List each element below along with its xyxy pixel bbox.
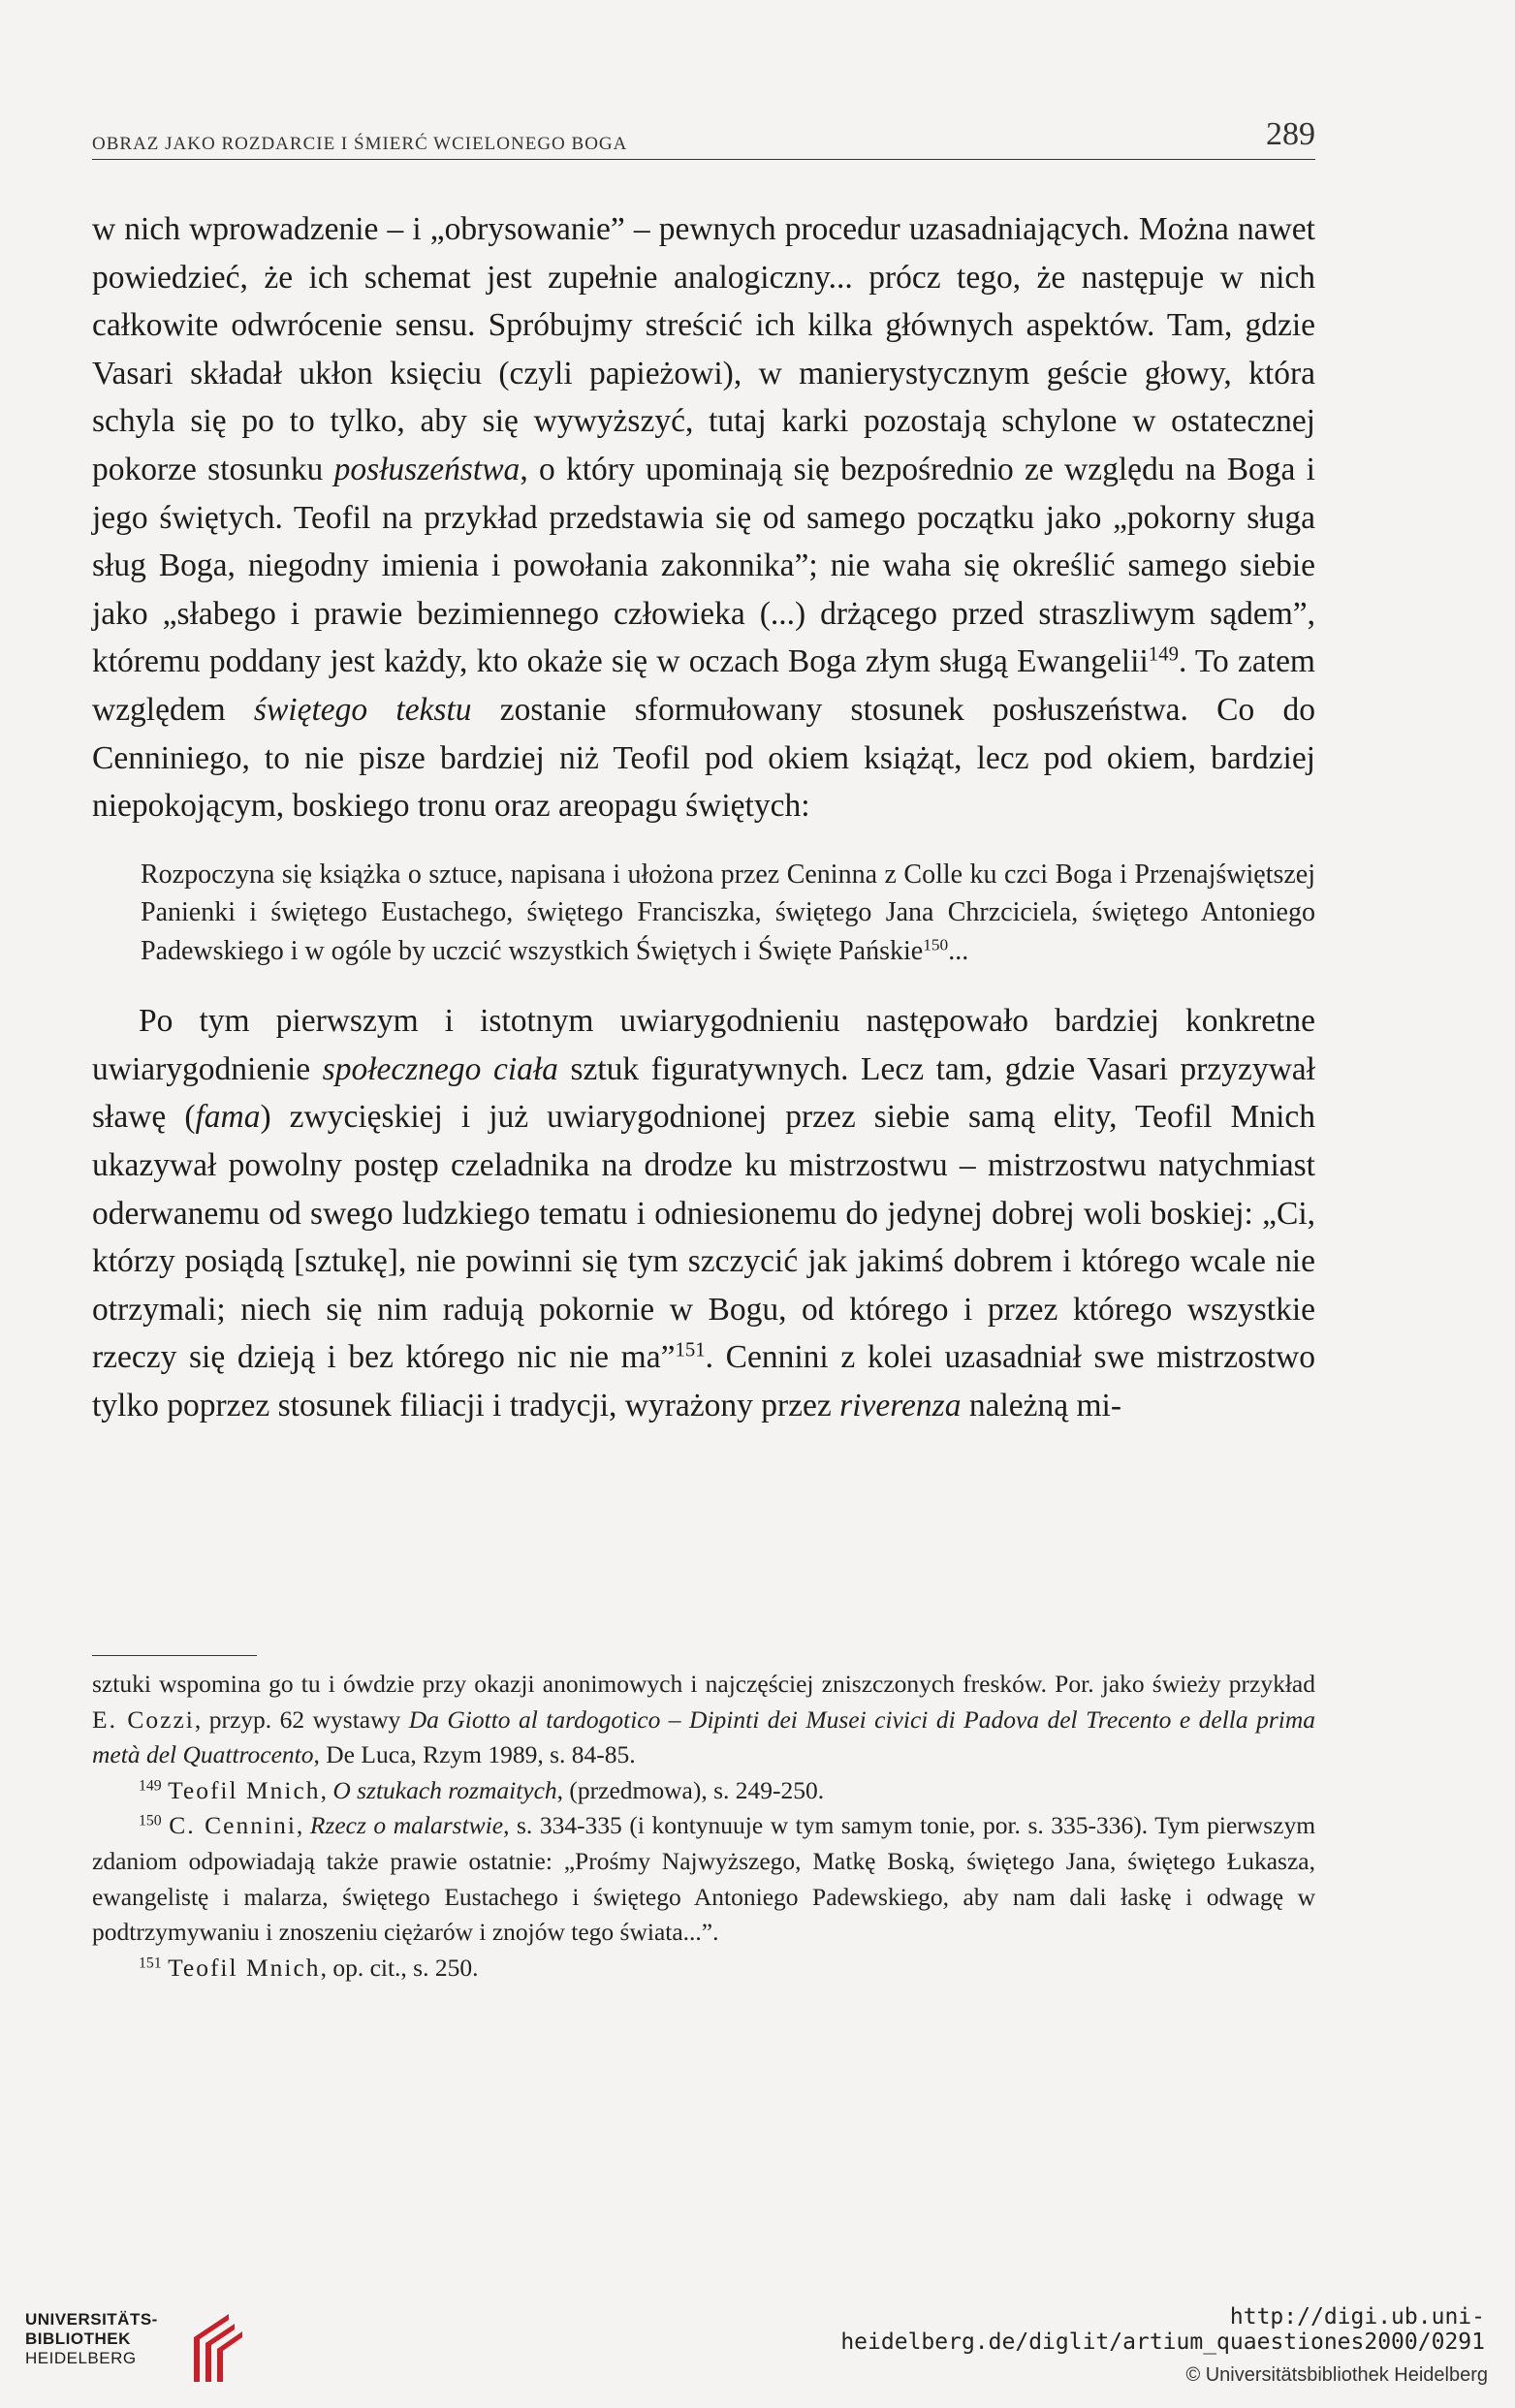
- running-header: [92, 114, 1315, 160]
- footnote-ref-151: 151: [675, 1338, 706, 1361]
- footnotes: [92, 1667, 1315, 1986]
- library-name-line1: UNIVERSITÄTS-: [25, 2310, 158, 2329]
- library-name-line2: BIBLIOTHEK: [25, 2330, 131, 2348]
- footnote-rule: [92, 1655, 257, 1656]
- source-url-link[interactable]: http://digi.ub.uni-heidelberg.de/diglit/artium_quaestiones2000/0291: [840, 2304, 1485, 2355]
- paragraph-2: Po tym pierwszym i istotnym uwiarygodnieniu następowało bardziej konkretne uwiarygodnienie społecznego ciała sztuk figuratywnych. Lecz tam, gdzie Vasari przyzywał sławę (fama) zwycięskiej i już uwiarygodnionej przez siebie samą elity, Teofil Mnich ukazywał powolny postęp czeladnika na drodze ku mistrzostwu – mistrzostwu natychmiast oderwanemu od swego ludzkiego tematu i odniesionemu do jedynej dobrej woli boskiej: „Ci, którzy posiądą [sztukę], nie powinni się tym szczycić jak jakimś dobrem i którego wcale nie otrzymali; niech się nim radują pokornie w Bogu, od którego i przez którego wszystkie rzeczy się dzieją i bez którego nic nie ma”$^{151}$. Cennini z kolei uzasadniał swe mistrzostwo tylko poprzez stosunek filiacji i tradycji, wyrażony przez riverenza należną mi-: [92, 1003, 1316, 1423]
- main-text: [92, 205, 1315, 1430]
- block-quote: Rozpoczyna się książka o sztuce, napisana i ułożona przez Ceninna z Colle ku czci Boga i Przenajświętszej Panienki i świętego Eustachego, świętego Franciszka, świętego Jana Chrzciciela, świętego Antoniego Padewskiego i w ogóle by uczcić wszystkich Świętych i Święte Pańskie$^{150}$...: [141, 859, 1315, 966]
- footnote-150: $^{150}$ C. Cennini, Rzecz o malarstwie, s. 334-335 (i kontynuuje w tym samym tonie, por. s. 335-336). Tym pierwszym zdaniom odpowiadają także prawie ostatnie: „Prośmy Najwyższego, Matkę Boską, świętego Jana, świętego Łukasza, ewangelistę i malarza, świętego Eustachego i świętego Antoniego Padewskiego, aby nam dali łaskę i odwagę w podtrzymywaniu i znoszeniu ciężarów i znojów tego świata...”.: [92, 1811, 1316, 1947]
- paragraph-1: w nich wprowadzenie – i „obrysowanie” – pewnych procedur uzasadniających. Można nawet powiedzieć, że ich schemat jest zupełnie analogiczny... prócz tego, że następuje w nich całkowite odwrócenie sensu. Spróbujmy streścić ich kilka głównych aspektów. Tam, gdzie Vasari składał ukłon księciu (czyli papieżowi), w manierystycznym geście głowy, która schyla się po to tylko, aby się wywyższyć, tutaj karki pozostają schylone w ostatecznej pokorze stosunku posłuszeństwa, o który upominają się bezpośrednio ze względu na Boga i jego świętych. Teofil na przykład przedstawia się od samego początku jako „pokorny sługa sług Boga, niegodny imienia i powołania zakonnika”; nie waha się określić samego siebie jako „słabego i prawie bezimiennego człowieka (...) drżącego przed straszliwym sądem”, któremu poddany jest każdy, kto okaże się w oczach Boga złym sługą Ewangelii$^{149}$. To zatem względem świętego tekstu zostanie sformułowany stosunek posłuszeństwa. Co do Cenniniego, to nie pisze bardziej niż Teofil pod okiem książąt, lecz pod okiem, bardziej niepokojącym, boskiego tronu oraz areopagu świętych:: [92, 211, 1315, 825]
- footnote-continuation: sztuki wspomina go tu i ówdzie przy okazji anonimowych i najczęściej zniszczonych fresków. Por. jako świeży przykład E. Cozzi, przyp. 62 wystawy Da Giotto al tardogotico – Dipinti dei Musei civici di Padova del Trecento e della prima metà del Quattrocento, De Luca, Rzym 1989, s. 84-85.: [92, 1670, 1316, 1769]
- library-emblem-icon: [190, 2310, 246, 2388]
- page-number: 289: [1266, 116, 1315, 152]
- library-logo: [25, 2310, 258, 2388]
- footnote-151: $^{151}$ Teofil Mnich, op. cit., s. 250.: [139, 1953, 479, 1982]
- copyright-notice: © Universitätsbibliothek Heidelberg: [1185, 2364, 1488, 2386]
- footnote-ref-150: 150: [923, 935, 949, 954]
- footnote-149: $^{149}$ Teofil Mnich, O sztukach rozmaitych, (przedmowa), s. 249-250.: [139, 1775, 825, 1804]
- footnote-ref-149: 149: [1148, 642, 1179, 666]
- running-title: OBRAZ JAKO ROZDARCIE I ŚMIERĆ WCIELONEGO BOGA: [92, 134, 628, 154]
- library-name-line3: HEIDELBERG: [25, 2349, 137, 2367]
